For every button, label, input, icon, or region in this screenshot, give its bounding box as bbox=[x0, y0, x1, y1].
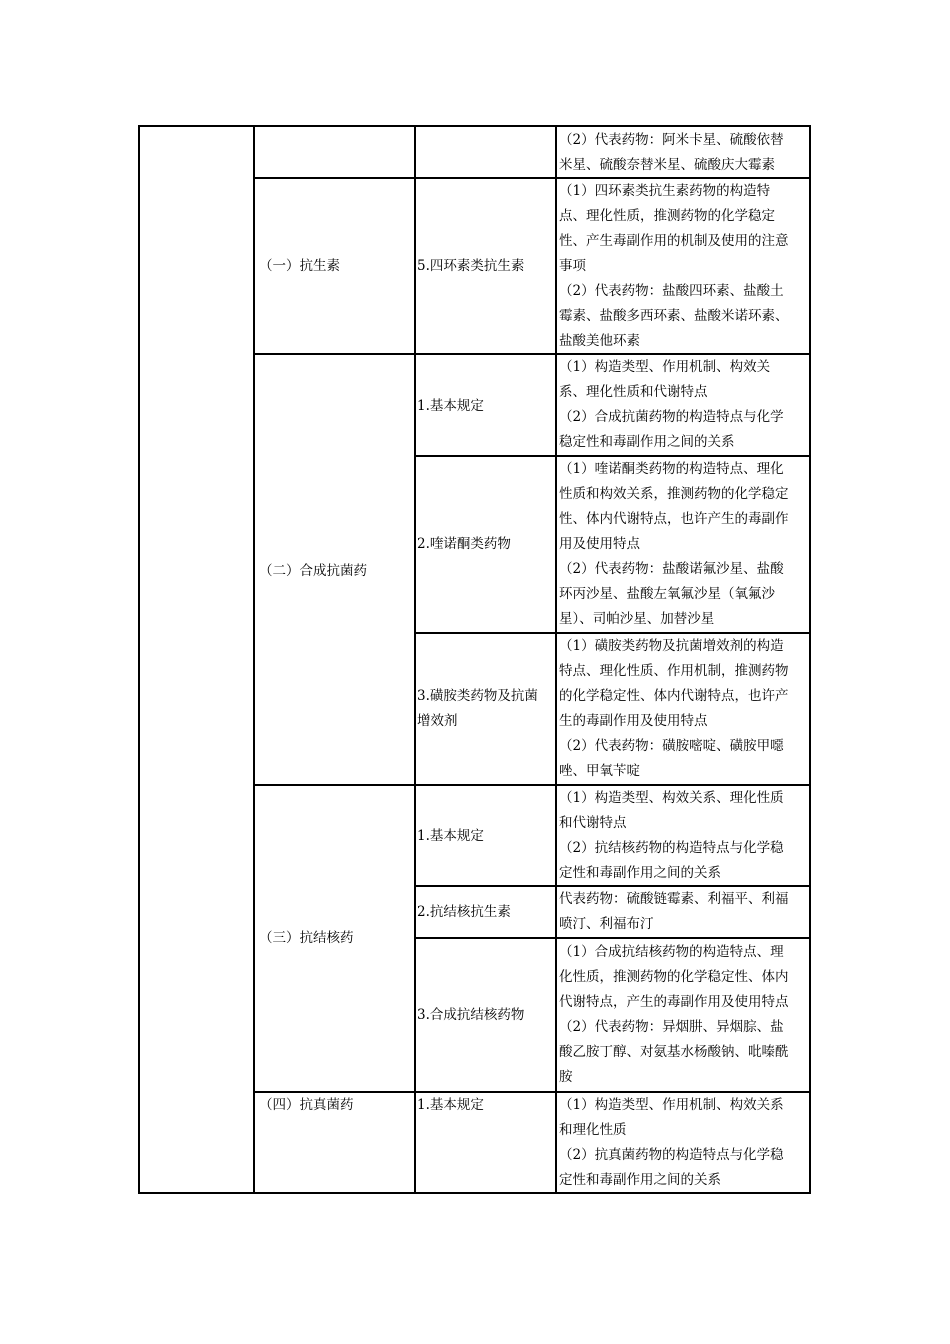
section-label: （四）抗真菌药 bbox=[259, 1097, 354, 1113]
content-line: 星）、司帕沙星、加替沙星 bbox=[559, 611, 715, 627]
content-line: 的化学稳定性、体内代谢特点，也许产 bbox=[559, 688, 789, 704]
content-line: 胺 bbox=[559, 1069, 573, 1085]
content-line: 生的毒副作用及使用特点 bbox=[559, 713, 708, 729]
content-line: 化性质，推测药物的化学稳定性、体内 bbox=[559, 969, 789, 985]
content-line: （1）喹诺酮类药物的构造特点、理化 bbox=[559, 461, 784, 477]
topic-label: 3.磺胺类药物及抗菌 bbox=[417, 688, 538, 704]
content-line: 环丙沙星、盐酸左氧氟沙星（氧氟沙 bbox=[559, 586, 775, 602]
table-border-left bbox=[138, 125, 140, 1194]
content-line: 性、体内代谢特点，也许产生的毒副作 bbox=[559, 511, 789, 527]
column-divider-1 bbox=[253, 125, 255, 1194]
content-line: （2）抗结核药物的构造特点与化学稳 bbox=[559, 840, 784, 856]
column-divider-3 bbox=[555, 125, 557, 1194]
content-line: （2）合成抗菌药物的构造特点与化学 bbox=[559, 409, 784, 425]
content-line: 特点、理化性质、作用机制，推测药物 bbox=[559, 663, 789, 679]
content-line: 代表药物：硫酸链霉素、利福平、利福 bbox=[559, 891, 789, 907]
subrow-divider bbox=[414, 937, 811, 939]
content-line: （1）四环素类抗生素药物的构造特 bbox=[559, 183, 771, 199]
section-label: （二）合成抗菌药 bbox=[259, 563, 367, 579]
content-line: 和代谢特点 bbox=[559, 815, 627, 831]
content-line: （1）构造类型、构效关系、理化性质 bbox=[559, 790, 784, 806]
content-line: 霉素、盐酸多西环素、盐酸米诺环素、 bbox=[559, 308, 789, 324]
topic-label: 增效剂 bbox=[417, 713, 458, 729]
content-line: 唑、甲氧苄啶 bbox=[559, 763, 640, 779]
content-line: 喷汀、利福布汀 bbox=[559, 916, 654, 932]
content-line: （1）构造类型、作用机制、构效关 bbox=[559, 359, 771, 375]
table-border-top bbox=[138, 125, 811, 127]
topic-label: 5.四环素类抗生素 bbox=[417, 258, 525, 274]
content-line: （2）抗真菌药物的构造特点与化学稳 bbox=[559, 1147, 784, 1163]
content-line: 用及使用特点 bbox=[559, 536, 640, 552]
topic-label: 3.合成抗结核药物 bbox=[417, 1007, 525, 1023]
topic-label: 1.基本规定 bbox=[417, 828, 484, 844]
content-line: 性、产生毒副作用的机制及使用的注意 bbox=[559, 233, 789, 249]
column-divider-2 bbox=[414, 125, 416, 1194]
topic-label: 2.喹诺酮类药物 bbox=[417, 536, 511, 552]
content-line: （1）磺胺类药物及抗菌增效剂的构造 bbox=[559, 638, 784, 654]
content-line: 性质和构效关系，推测药物的化学稳定 bbox=[559, 486, 789, 502]
content-line: 点、理化性质，推测药物的化学稳定 bbox=[559, 208, 775, 224]
content-line: （2）代表药物：阿米卡星、硫酸依替 bbox=[559, 132, 784, 148]
content-line: 和理化性质 bbox=[559, 1122, 627, 1138]
content-line: （1）合成抗结核药物的构造特点、理 bbox=[559, 944, 784, 960]
content-line: 事项 bbox=[559, 258, 586, 274]
section-label: （三）抗结核药 bbox=[259, 930, 354, 946]
content-line: 定性和毒副作用之间的关系 bbox=[559, 865, 721, 881]
content-line: 米星、硫酸奈替米星、硫酸庆大霉素 bbox=[559, 157, 775, 173]
content-line: 稳定性和毒副作用之间的关系 bbox=[559, 434, 735, 450]
topic-label: 1.基本规定 bbox=[417, 398, 484, 414]
content-line: （2）代表药物：盐酸四环素、盐酸土 bbox=[559, 283, 784, 299]
content-line: 系、理化性质和代谢特点 bbox=[559, 384, 708, 400]
table-border-right bbox=[809, 125, 811, 1194]
content-line: 定性和毒副作用之间的关系 bbox=[559, 1172, 721, 1188]
content-line: 盐酸美他环素 bbox=[559, 333, 640, 349]
content-line: 酸乙胺丁醇、对氨基水杨酸钠、吡嗪酰 bbox=[559, 1044, 789, 1060]
content-line: 代谢特点，产生的毒副作用及使用特点 bbox=[559, 994, 789, 1010]
content-line: （2）代表药物：盐酸诺氟沙星、盐酸 bbox=[559, 561, 784, 577]
topic-label: 2.抗结核抗生素 bbox=[417, 904, 511, 920]
topic-label: 1.基本规定 bbox=[417, 1097, 484, 1113]
content-line: （1）构造类型、作用机制、构效关系 bbox=[559, 1097, 784, 1113]
section-label: （一）抗生素 bbox=[259, 258, 340, 274]
content-line: （2）代表药物：磺胺嘧啶、磺胺甲噁 bbox=[559, 738, 784, 754]
content-line: （2）代表药物：异烟肼、异烟腙、盐 bbox=[559, 1019, 784, 1035]
